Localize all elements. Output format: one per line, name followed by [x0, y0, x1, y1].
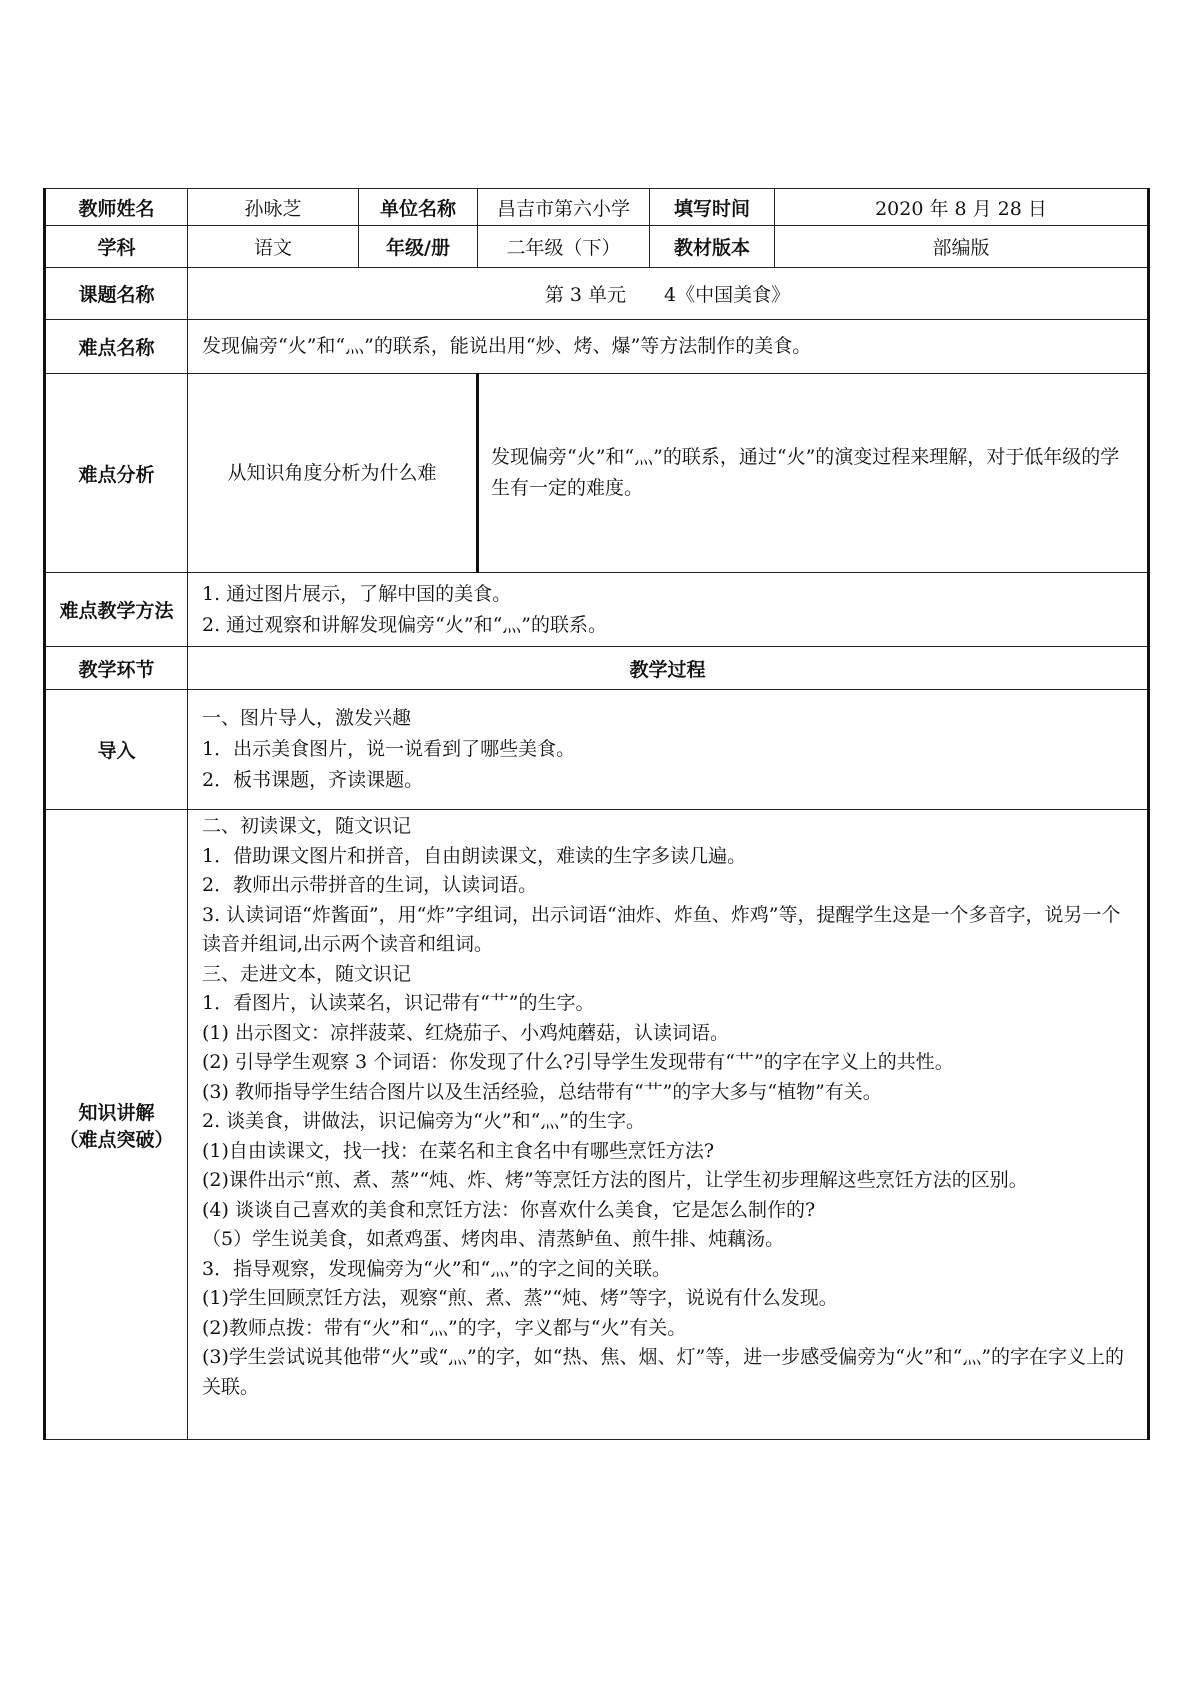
difficulty-value: 发现偏旁“火”和“灬”的联系，能说出用“炒、烤、爆”等方法制作的美食。 [188, 320, 1149, 374]
unit-name: 昌吉市第六小学 [478, 189, 650, 226]
knowledge-line: (1)自由读课文，找一找：在菜名和主食名中有哪些烹饪方法? [202, 1139, 715, 1162]
knowledge-line: 1．看图片，认读菜名，识记带有“艹”的生字。 [202, 992, 595, 1014]
methods-row [45, 573, 1149, 647]
info-row-1 [45, 189, 1149, 226]
topic-row [45, 268, 1149, 320]
teacher-name: 孙咏芝 [188, 189, 359, 226]
stage-label: 教学环节 [45, 647, 188, 690]
method-item: 1. 通过图片展示，了解中国的美食。 [202, 582, 512, 605]
knowledge-content [188, 810, 1149, 1440]
knowledge-line: (2) 引导学生观察 3 个词语：你发现了什么?引导学生发现带有“艹”的字在字义上的共性。 [202, 1051, 954, 1073]
knowledge-line: 3. 认读词语“炸酱面”，用“炸”字组词，出示词语“油炸、炸鱼、炸鸡”等，提醒学生这是一个多音字，说另一个读音并组词,出示两个读音和组词。 [202, 903, 1121, 955]
unit-name-label: 单位名称 [359, 189, 478, 226]
method-item: 2. 通过观察和讲解发现偏旁“火”和“灬”的联系。 [202, 613, 608, 636]
fill-date: 2020 年 8 月 28 日 [775, 189, 1149, 226]
knowledge-line: (3) 教师指导学生结合图片以及生活经验，总结带有“艹”的字大多与“植物”有关。 [202, 1080, 882, 1103]
edition: 部编版 [775, 226, 1149, 268]
knowledge-line: （5）学生说美食，如煮鸡蛋、烤肉串、清蒸鲈鱼、煎牛排、炖藕汤。 [202, 1228, 785, 1250]
grade: 二年级（下） [478, 226, 650, 268]
knowledge-label-line1: 知识讲解 [78, 1101, 155, 1124]
knowledge-line: (2)教师点拨：带有“火”和“灬”的字，字义都与“火”有关。 [202, 1316, 687, 1339]
edition-label: 教材版本 [650, 226, 775, 268]
knowledge-label-line2: （难点突破） [59, 1128, 174, 1151]
topic-value: 第 3 单元 4《中国美食》 [188, 268, 1149, 320]
methods-value [188, 573, 1149, 647]
knowledge-line: 2. 谈美食，讲做法，识记偏旁为“火”和“灬”的生字。 [202, 1110, 646, 1132]
knowledge-line: 三、走进文本，随文识记 [202, 962, 412, 985]
analysis-label: 难点分析 [45, 374, 188, 573]
info-row-2 [45, 226, 1149, 268]
knowledge-line: (1)学生回顾烹饪方法，观察“煎、煮、蒸”“炖、烤”等字，说说有什么发现。 [202, 1287, 838, 1309]
fill-date-label: 填写时间 [650, 189, 775, 226]
intro-row [45, 690, 1149, 810]
analysis-row [45, 374, 1149, 573]
topic-label: 课题名称 [45, 268, 188, 320]
knowledge-label [45, 810, 188, 1440]
grade-label: 年级/册 [359, 226, 478, 268]
process-label: 教学过程 [188, 647, 1149, 690]
knowledge-line: (2)课件出示“煎、煮、蒸”“炖、炸、烤”等烹饪方法的图片，让学生初步理解这些烹饪方法的区别。 [202, 1169, 1028, 1191]
intro-content [188, 690, 1149, 810]
difficulty-row [45, 320, 1149, 374]
teacher-name-label: 教师姓名 [45, 189, 188, 226]
process-header-row [45, 647, 1149, 690]
intro-line: 1．出示美食图片，说一说看到了哪些美食。 [202, 738, 576, 760]
knowledge-row [45, 810, 1149, 1440]
analysis-sub-label: 从知识角度分析为什么难 [188, 374, 478, 573]
subject-label: 学科 [45, 226, 188, 268]
subject: 语文 [188, 226, 359, 268]
knowledge-line: (4) 谈谈自己喜欢的美食和烹饪方法：你喜欢什么美食，它是怎么制作的? [202, 1198, 816, 1221]
methods-label: 难点教学方法 [45, 573, 188, 647]
intro-line: 2．板书课题，齐读课题。 [202, 769, 424, 791]
knowledge-line: (3)学生尝试说其他带“火”或“灬”的字，如“热、焦、烟、灯”等，进一步感受偏旁为“火”和“灬”的字在字义上的关联。 [202, 1346, 1125, 1398]
knowledge-line: 二、初读课文，随文识记 [202, 815, 412, 837]
difficulty-label: 难点名称 [45, 320, 188, 374]
lesson-plan-table [43, 188, 1150, 1440]
intro-line: 一、图片导人，激发兴趣 [202, 707, 412, 729]
knowledge-line: (1) 出示图文：凉拌菠菜、红烧茄子、小鸡炖蘑菇，认读词语。 [202, 1021, 729, 1044]
knowledge-line: 1．借助课文图片和拼音，自由朗读课文，难读的生字多读几遍。 [202, 844, 747, 867]
knowledge-line: 3．指导观察，发现偏旁为“火”和“灬”的字之间的关联。 [202, 1257, 671, 1280]
intro-label: 导入 [45, 690, 188, 810]
analysis-value: 发现偏旁“火”和“灬”的联系，通过“火”的演变过程来理解，对于低年级的学生有一定的难度。 [478, 374, 1149, 573]
knowledge-line: 2．教师出示带拼音的生词，认读词语。 [202, 874, 538, 896]
